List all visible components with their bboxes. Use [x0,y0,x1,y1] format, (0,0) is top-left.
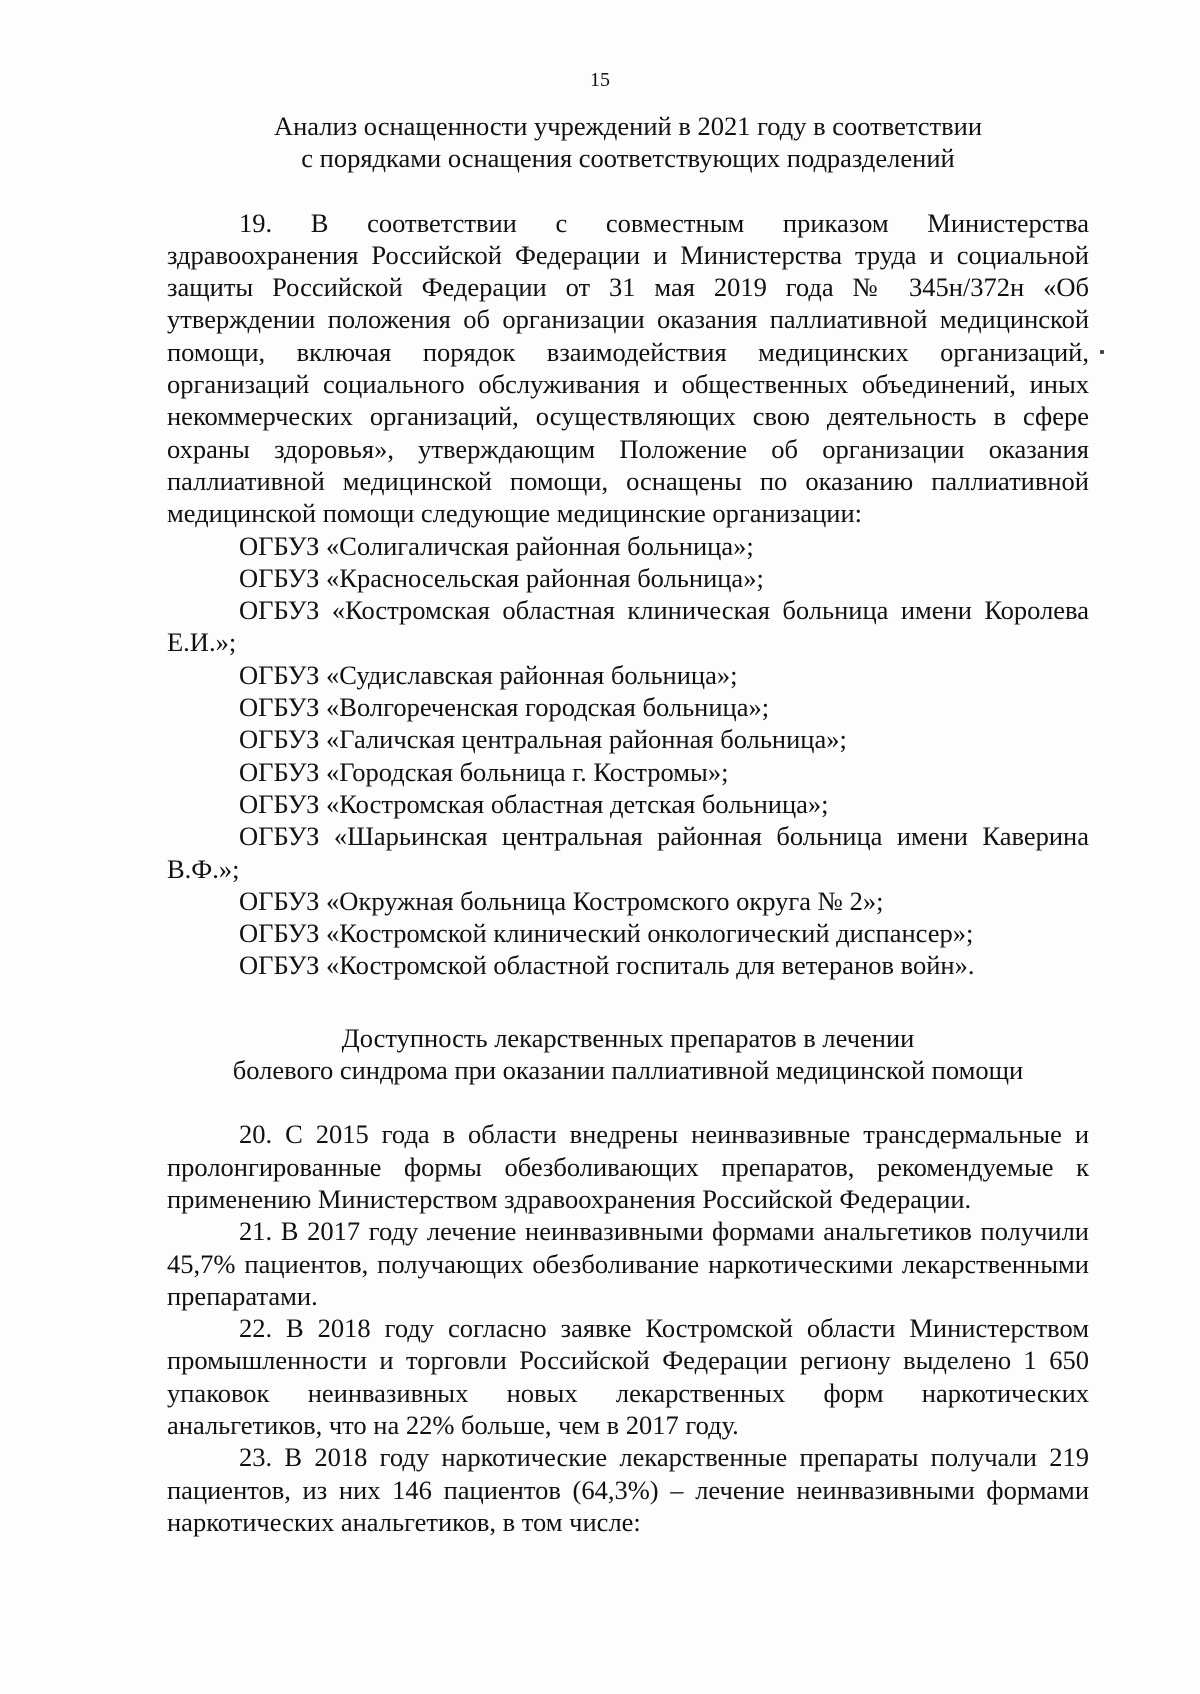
paragraph-21: 21. В 2017 году лечение неинвазивными формами анальгетиков получили 45,7% пациентов, получающих обезболивание наркотическими лекарственными препаратами. [167,1216,1089,1311]
organization-item: ОГБУЗ «Костромская областная детская больница»; [239,788,829,819]
heading-line: с порядками оснащения соответствующих подразделений [301,143,955,174]
organization-item: ОГБУЗ «Костромской клинический онкологический диспансер»; [239,918,974,949]
scan-speck [1100,350,1104,354]
heading-line: болевого синдрома при оказании паллиативной медицинской помощи [232,1055,1024,1086]
section-heading-equipment [167,110,1089,175]
organization-item: ОГБУЗ «Судиславская районная больница»; [239,659,738,690]
organization-list [167,530,1089,982]
paragraph-22: 22. В 2018 году согласно заявке Костромской области Министерством промышленности и торговли Российской Федерации региону выделено 1 650 упаковок неинвазивных новых лекарственных форм наркотических анальгетиков, что на 22% больше, чем в 2017 году. [167,1313,1089,1440]
page-content [167,110,1089,1538]
paragraph-19: 19. В соответствии с совместным приказом Министерства здравоохранения Российской Федерации и Министерства труда и социальной защиты Российской Федерации от 31 мая 2019 года № 345н/372н «Об утверждении положения об организации оказания паллиативной медицинской помощи, включая порядок взаимодействия медицинских организаций, организаций социального обслуживания и общественных объединений, иных некоммерческих организаций, осуществляющих свою деятельность в сфере охраны здоровья», утверждающим Положение об организации оказания паллиативной медицинской помощи, оснащены по оказанию паллиативной медицинской помощи следующие медицинские организации: [167,207,1089,529]
page-number: 15 [590,69,610,91]
organization-item: ОГБУЗ «Костромская областная клиническая больница имени Королева Е.И.»; [167,595,1089,658]
heading-line: Доступность лекарственных препаратов в лечении [341,1022,915,1053]
paragraph-23: 23. В 2018 году наркотические лекарственные препараты получали 219 пациентов, из них 146 пациентов (64,3%) – лечение неинвазивными формами наркотических анальгетиков, в том числе: [167,1442,1089,1537]
organization-item: ОГБУЗ «Красносельская районная больница»; [239,562,764,593]
organization-item: ОГБУЗ «Окружная больница Костромского округа № 2»; [239,885,884,916]
organization-item: ОГБУЗ «Костромской областной госпиталь для ветеранов войн». [239,950,975,981]
organization-item: ОГБУЗ «Городская больница г. Костромы»; [239,756,729,787]
paragraph-20: 20. С 2015 года в области внедрены неинвазивные трансдермальные и пролонгированные формы обезболивающих препаратов, рекомендуемые к применению Министерством здравоохранения Российской Федерации. [167,1119,1089,1214]
heading-line: Анализ оснащенности учреждений в 2021 году в соответствии [273,111,983,141]
organization-item: ОГБУЗ «Галичская центральная районная больница»; [239,724,847,755]
organization-item: ОГБУЗ «Волгореченская городская больница»; [239,692,770,723]
organization-item: ОГБУЗ «Шарьинская центральная районная больница имени Каверина В.Ф.»; [167,821,1089,884]
organization-item: ОГБУЗ «Солигаличская районная больница»; [239,530,754,561]
section-heading-drugs [167,1022,1089,1087]
